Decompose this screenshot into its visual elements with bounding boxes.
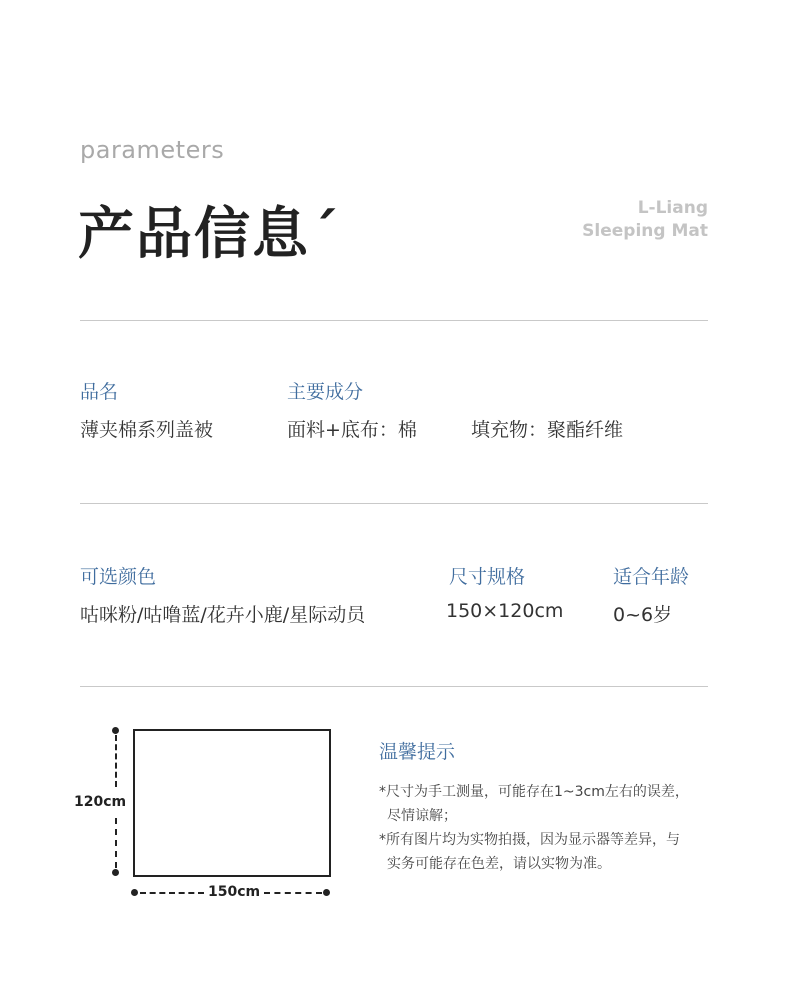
dimension-line-horizontal-left [140, 892, 204, 894]
blanket-outline [133, 729, 331, 877]
tips-line-4: 实务可能存在色差，请以实物为准。 [387, 856, 611, 872]
material-label: 主要成分 [287, 381, 364, 403]
brand-line-1: L-Liang [637, 198, 708, 218]
dimension-line-vertical-bottom [115, 818, 117, 868]
divider-2 [80, 503, 708, 504]
width-dimension-label: 150cm [208, 884, 261, 900]
divider-1 [80, 320, 708, 321]
color-value: 咕咪粉/咕噜蓝/花卉小鹿/星际动员 [80, 604, 366, 626]
tips-title: 温馨提示 [379, 741, 456, 763]
product-name-value: 薄夹棉系列盖被 [80, 419, 214, 441]
page-title: 产品信息´ [78, 202, 340, 267]
height-dimension-label: 120cm [74, 794, 127, 810]
dimension-dot-right [323, 889, 330, 896]
tips-line-2: 尽情谅解； [387, 808, 457, 824]
dimension-dot-top [112, 727, 119, 734]
product-name-label: 品名 [80, 381, 119, 403]
dimension-dot-bottom [112, 869, 119, 876]
divider-3 [80, 686, 708, 687]
fabric-value: 面料+底布：棉 [287, 419, 417, 441]
age-value: 0~6岁 [613, 604, 673, 626]
tips-line-3: *所有图片均为实物拍摄，因为显示器等差异，与 [379, 832, 680, 848]
brand-line-2: Sleeping Mat [582, 221, 708, 241]
dimension-line-horizontal-right [264, 892, 322, 894]
size-label: 尺寸规格 [449, 566, 526, 588]
dimension-dot-left [131, 889, 138, 896]
color-label: 可选颜色 [80, 566, 157, 588]
age-label: 适合年龄 [613, 566, 690, 588]
section-subtitle: parameters [80, 136, 225, 164]
size-value: 150×120cm [446, 600, 564, 622]
filling-value: 填充物：聚酯纤维 [471, 419, 624, 441]
tips-line-1: *尺寸为手工测量，可能存在1~3cm左右的误差， [379, 784, 689, 800]
dimension-line-vertical-top [115, 735, 117, 787]
